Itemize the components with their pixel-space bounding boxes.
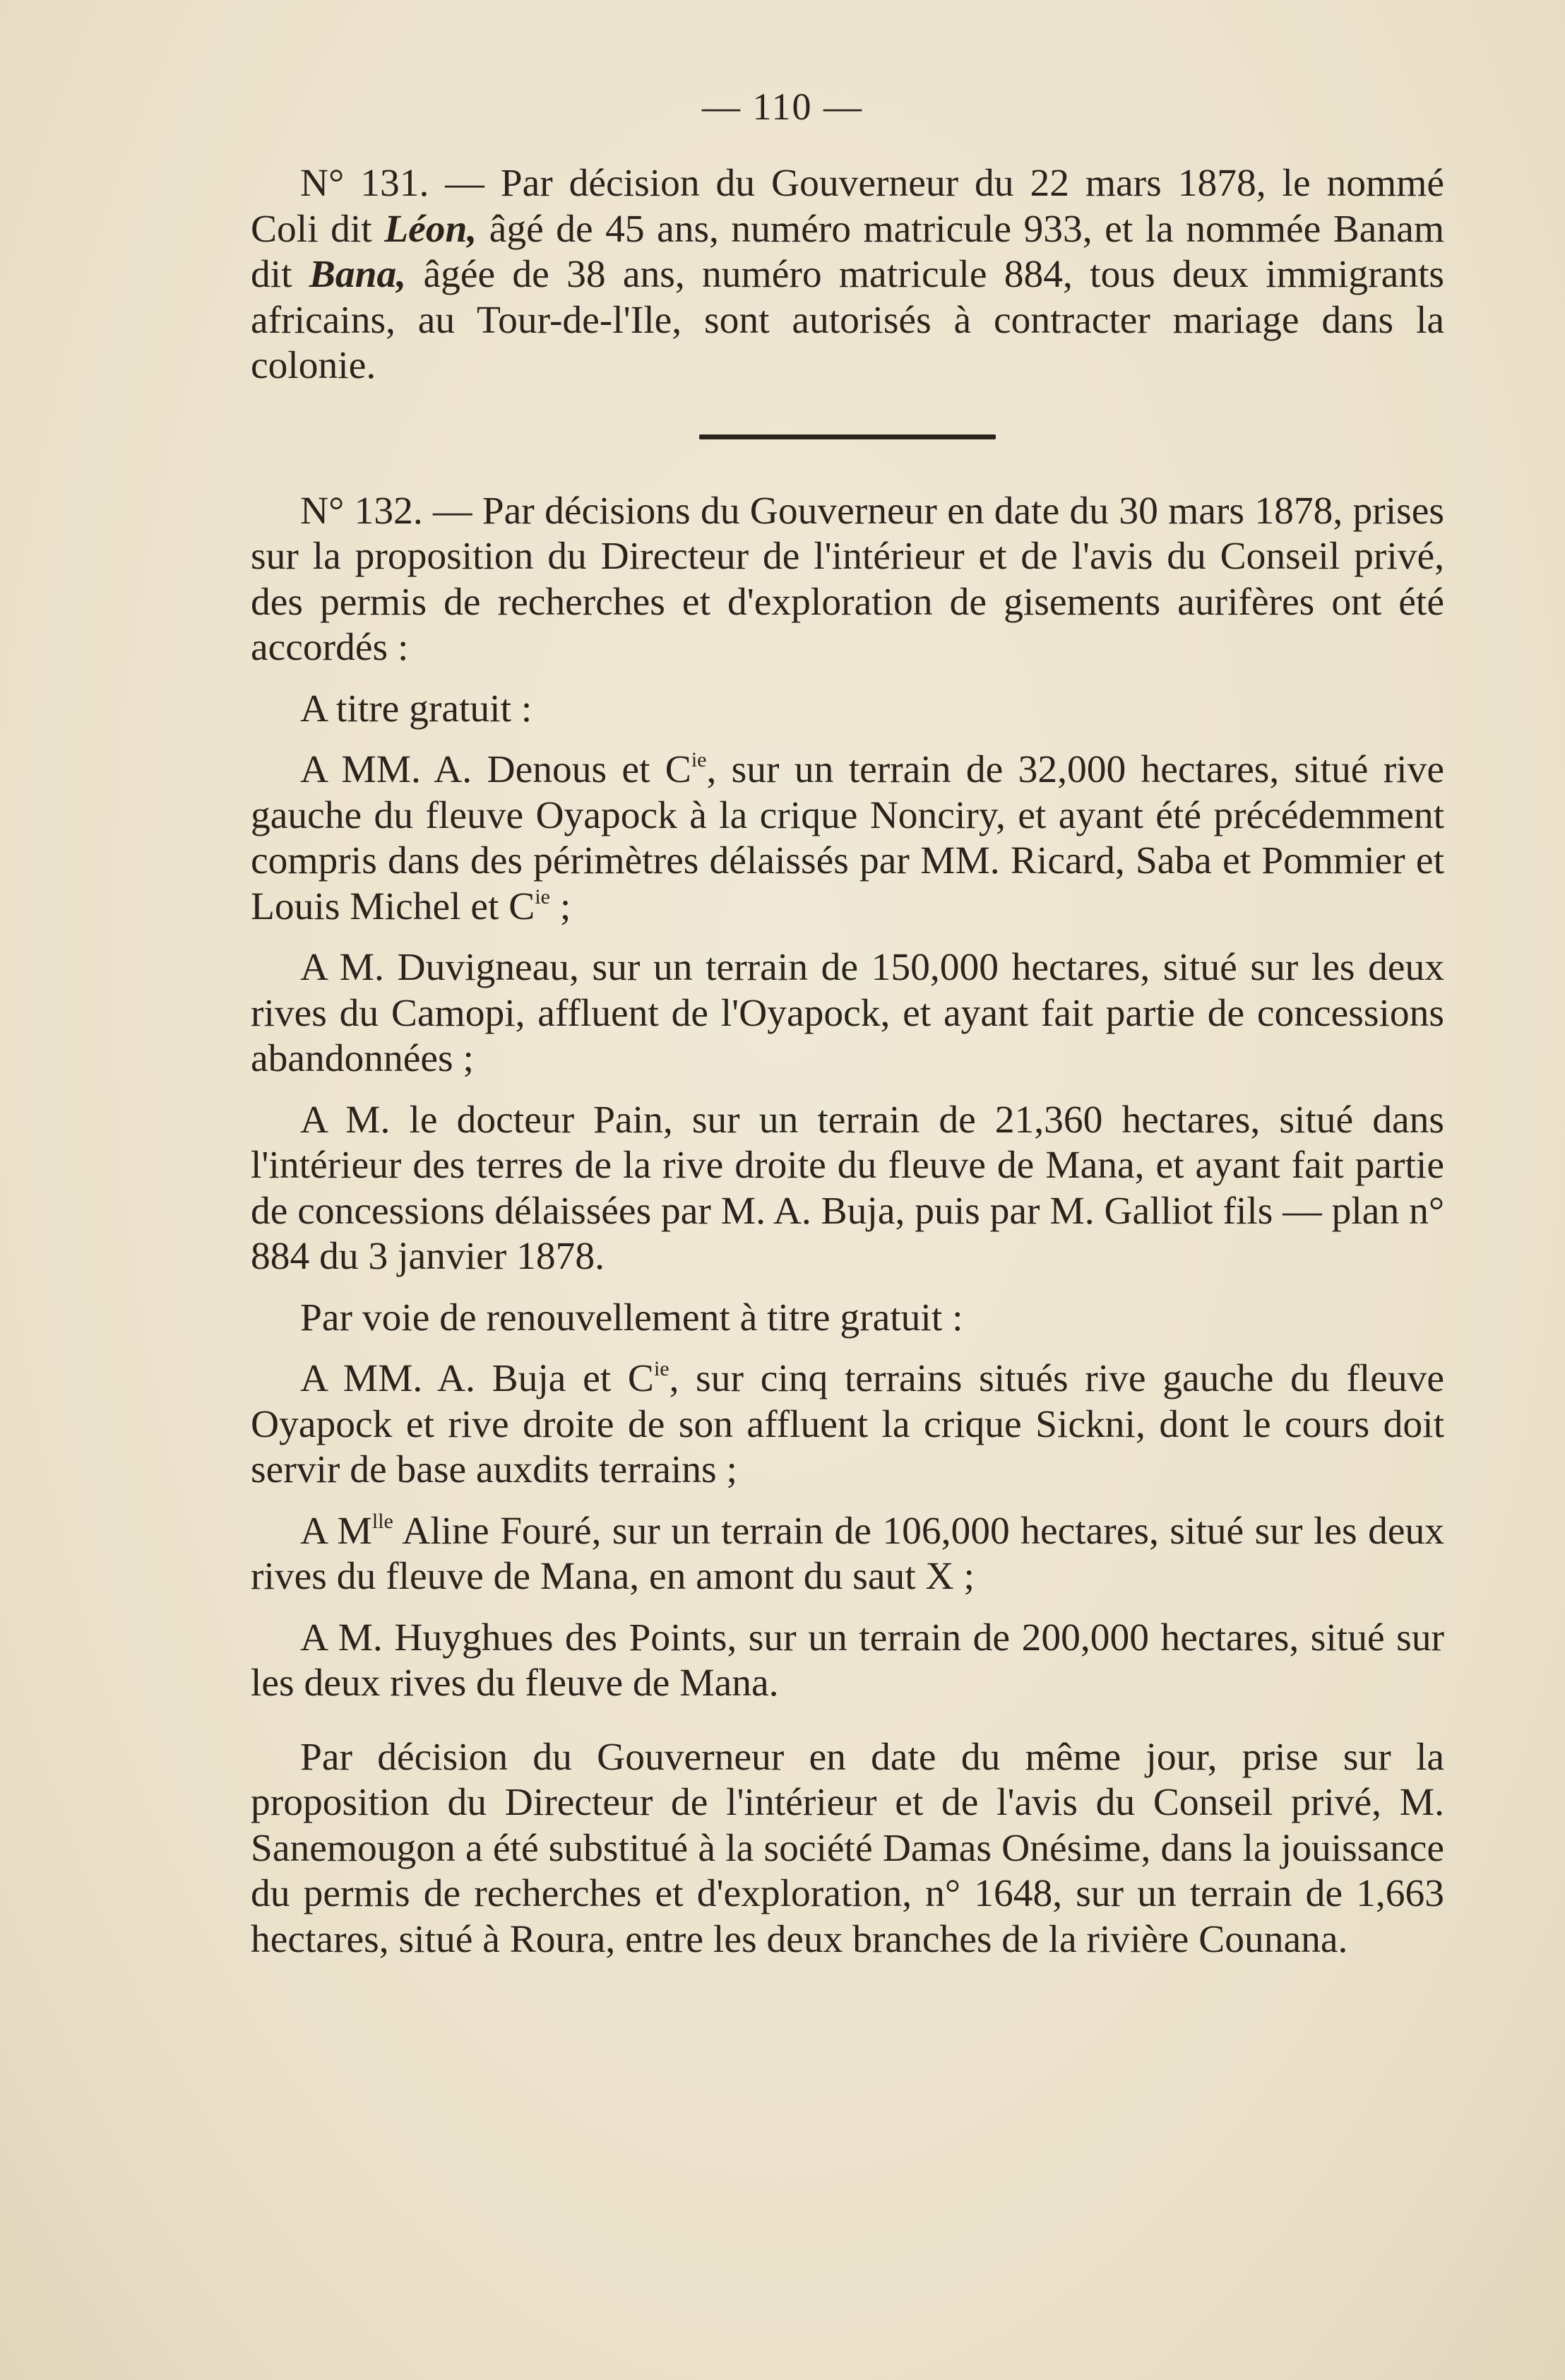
grant-denous-text-a: A MM. A. Denous et C bbox=[300, 748, 691, 791]
grant-foure-sup: lle bbox=[371, 1509, 393, 1533]
grant-buja-sup: ie bbox=[653, 1357, 670, 1380]
entry-131-name-leon: Léon, bbox=[384, 207, 477, 251]
grant-pain: A M. le docteur Pain, sur un terrain de 21,360 hectares, situé dans l'intérieur des terres de la rive droite du fleuve de Mana, et ayant fait partie de concessions délaissées par M. A. Buja, puis par M. Galliot fils — plan n° 884 du 3 janvier 1878. bbox=[251, 1098, 1445, 1278]
grant-foure-text-a: A M bbox=[300, 1509, 372, 1553]
entry-131 bbox=[251, 161, 1444, 389]
section-divider bbox=[699, 434, 996, 439]
grant-denous-text-c: ; bbox=[549, 884, 571, 928]
body-text bbox=[251, 161, 1444, 1962]
grant-denous-sup2: ie bbox=[535, 884, 550, 908]
entry-131-text-b: âgé de 45 ans, numéro matricule 933, et la nommée Banam dit bbox=[251, 207, 1444, 296]
heading-titre-gratuit: A titre gratuit : bbox=[300, 687, 532, 730]
heading-renouvellement: Par voie de renouvellement à titre gratuit : bbox=[300, 1296, 963, 1339]
grant-buja bbox=[251, 1356, 1444, 1493]
entry-132-intro: N° 132. — Par décisions du Gouverneur en date du 30 mars 1878, prises sur la proposition du Directeur de l'intérieur et de l'avis du Conseil privé, des permis de recherches et d'exploration de gisements aurifères ont été accordés : bbox=[251, 489, 1444, 669]
grant-foure-text-b: Aline Fouré, sur un terrain de 106,000 hectares, situé sur les deux rives du fleuve de Mana, en amont du saut X ; bbox=[251, 1509, 1444, 1598]
page-number: — 110 — bbox=[702, 85, 863, 128]
grant-buja-text-a: A MM. A. Buja et C bbox=[300, 1357, 654, 1400]
entry-131-text-a: N° 131. — Par décision du Gouverneur du 22 mars 1878, le nommé Coli dit bbox=[251, 162, 1444, 251]
grant-denous-text-b: , sur un terrain de 32,000 hectares, situé rive gauche du fleuve Oyapock à la crique Nonciry, et ayant été précédemment compris dans des périmètres délaissés par MM. Ricard, Saba et Pommier et Louis Michel et C bbox=[251, 748, 1444, 928]
grant-huyghues: A M. Huyghues des Points, sur un terrain de 200,000 hectares, situé sur les deux rives du fleuve de Mana. bbox=[251, 1616, 1444, 1705]
grant-foure bbox=[251, 1509, 1444, 1600]
entry-131-text-c: âgée de 38 ans, numéro matricule 884, tous deux immigrants africains, au Tour-de-l'Ile, sont autorisés à contracter mariage dans la colonie. bbox=[251, 253, 1444, 387]
grant-duvigneau: A M. Duvigneau, sur un terrain de 150,000 hectares, situé sur les deux rives du Camopi, affluent de l'Oyapock, et ayant fait partie de concessions abandonnées ; bbox=[251, 946, 1444, 1080]
grant-denous-sup: ie bbox=[691, 748, 707, 771]
grant-buja-text-b: , sur cinq terrains situés rive gauche du fleuve Oyapock et rive droite de son affluent la crique Sickni, dont le cours doit servir de base auxdits terrains ; bbox=[251, 1357, 1444, 1491]
entry-131-name-bana: Bana, bbox=[309, 253, 407, 296]
decision-sanemougon: Par décision du Gouverneur en date du même jour, prise sur la proposition du Directeur de l'intérieur et de l'avis du Conseil privé, M. Sanemougon a été substitué à la société Damas Onésime, dans la jouissance du permis de recherches et d'exploration, n° 1648, sur un terrain de 1,663 hectares, situé à Roura, entre les deux branches de la rivière Counana. bbox=[251, 1735, 1444, 1961]
grant-denous bbox=[251, 747, 1444, 930]
